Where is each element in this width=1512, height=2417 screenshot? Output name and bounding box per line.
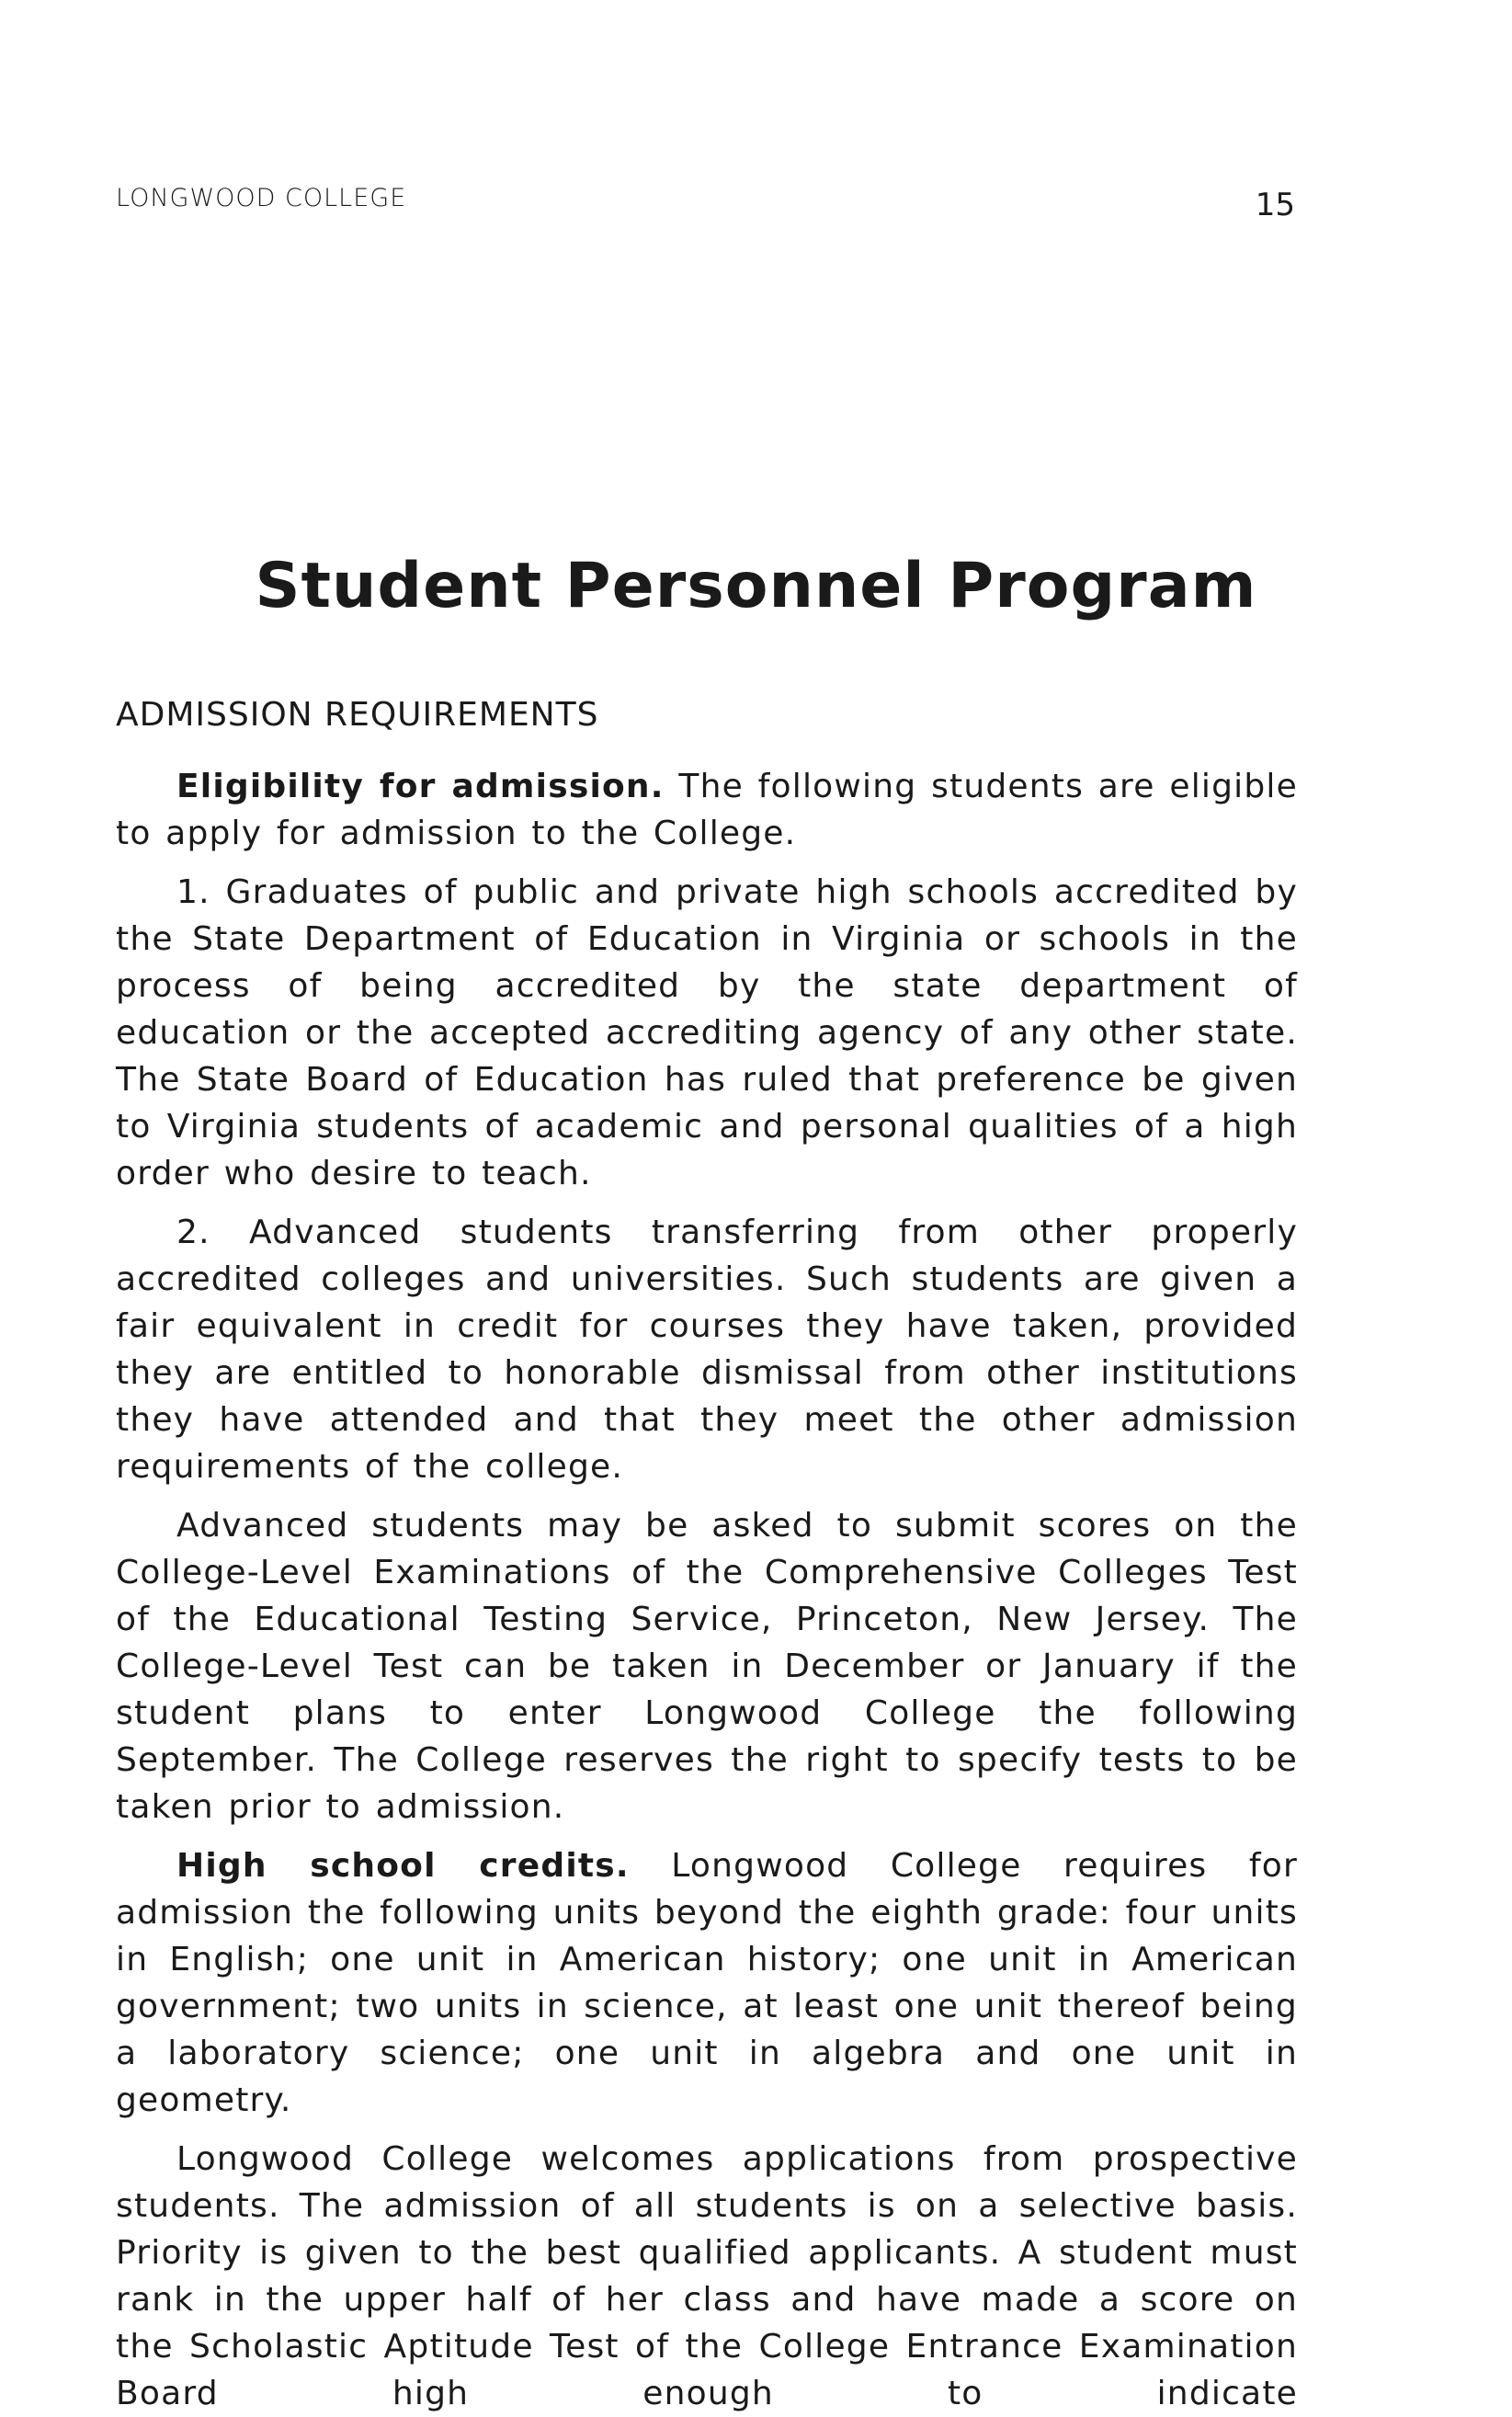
paragraph-high-school-credits xyxy=(116,1842,1298,2124)
paragraph-lead: High school credits. xyxy=(176,1847,630,1885)
page-number: 15 xyxy=(1255,187,1295,223)
page-title: Student Personnel Program xyxy=(255,550,1257,622)
paragraph-text: Longwood College requires for admission the following units beyond the eighth grade: four units in English; one unit in American history; one unit in American government; two units in science, at least one unit thereof being a laboratory science; one unit in algebra and one unit in geometry. xyxy=(116,1847,1298,2119)
paragraph-advanced-students xyxy=(116,1502,1298,1830)
paragraph-selective-admission xyxy=(116,2136,1298,2417)
paragraph-text: Longwood College welcomes applications from prospective students. The admission of all students is on a selective basis. Priority is given to the best qualified applicants. A student must rank in the upper half of her class and have made a score on the Scholastic Aptitude Test of the College Entrance Examination Board high enough to indicate xyxy=(116,2140,1298,2412)
paragraph-text: The following students are eligible to apply for admission to the College. xyxy=(116,768,1298,852)
paragraph-text: Advanced students may be asked to submit scores on the College-Level Examinations of the Comprehensive Colleges Test of the Educational Testing Service, Princeton, New Jersey. The College-Level Test can be taken in December or January if the student plans to enter Longwood College the following September. The College reserves the right to specify tests to be taken prior to admission. xyxy=(116,1507,1298,1826)
paragraph-eligibility xyxy=(116,763,1298,857)
paragraph-text: 2. Advanced students transferring from other properly accredited colleges and universities. Such students are given a fair equivalent in credit for courses they have taken, provided they are entitled to honorable dismissal from other institutions they have attended and that they meet the other admission requirements of the college. xyxy=(116,1214,1298,1486)
paragraph-lead: Eligibility for admission. xyxy=(176,768,665,805)
paragraph-item-2 xyxy=(116,1209,1298,1490)
body-text xyxy=(116,763,1298,2417)
running-head: LONGWOOD COLLEGE xyxy=(116,184,407,212)
paragraph-text: 1. Graduates of public and private high schools accredited by the State Department of Education in Virginia or schools in the process of being accredited by the state department of education or the accepted accrediting agency of any other state. The State Board of Education has ruled that preference be given to Virginia students of academic and personal qualities of a high order who desire to teach. xyxy=(116,873,1298,1192)
paragraph-item-1 xyxy=(116,869,1298,1197)
section-heading: ADMISSION REQUIREMENTS xyxy=(116,696,599,734)
